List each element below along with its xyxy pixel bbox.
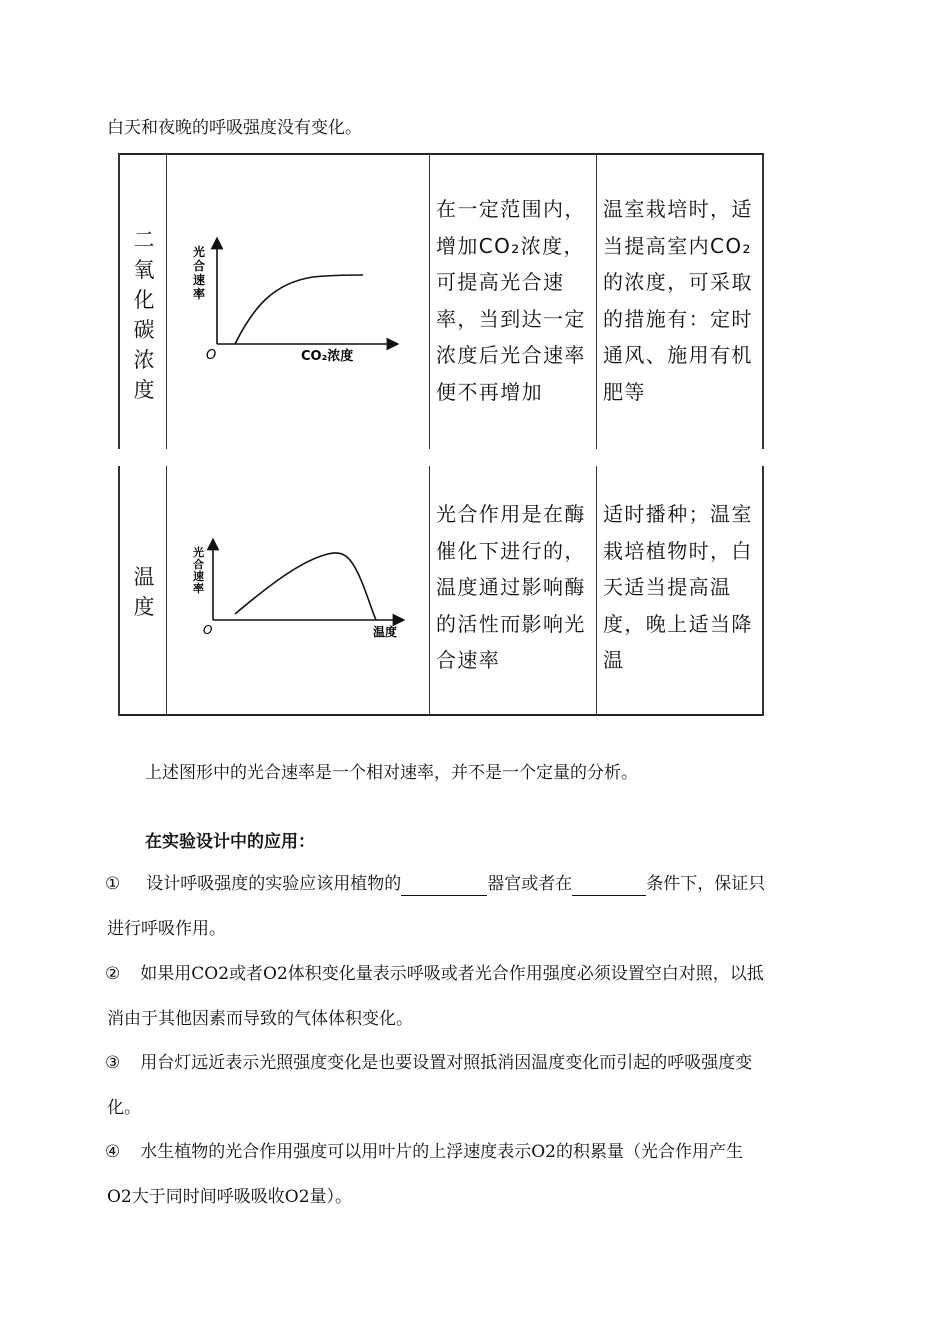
co2-curve [235,275,363,344]
item-1-number: ① [105,874,121,894]
application-co2: 温室栽培时，适当提高室内CO₂的浓度，可采取的措施有：定时通风、施用有机肥等 [603,197,753,404]
list-item-3 [105,1051,752,1075]
principle-temperature: 光合作用是在酶催化下进行的，温度通过影响酶的活性而影响光合速率 [436,502,586,672]
application-temperature: 适时播种；温室栽培植物时，白天适当提高温度，晚上适当降温 [603,502,753,672]
table-row-temperature [118,466,764,716]
item-3-number: ③ [105,1053,121,1073]
temperature-y-axis-label: 光 合 速 率 [193,546,204,595]
temperature-curve [235,553,376,620]
blank-condition[interactable] [572,877,646,896]
item-1-text-c: 条件下，保证只 [646,874,766,894]
temperature-chart [173,532,433,732]
factor-label-co2: 二 氧 化 碳 浓 度 [133,228,155,402]
item-1-text-b: 器官或者在 [487,874,573,894]
list-item-1 [105,872,765,896]
list-item-1-continued: 进行呼吸作用。 [107,919,226,939]
list-item-2 [105,962,764,986]
temperature-origin-label: O [203,623,213,637]
item-2-number: ② [105,964,121,984]
intro-line: 白天和夜晚的呼吸强度没有变化。 [107,118,362,138]
list-item-4 [105,1140,743,1164]
table-row-co2 [118,153,764,449]
note-line: 上述图形中的光合速率是一个相对速率，并不是一个定量的分析。 [145,763,638,783]
blank-organ[interactable] [401,877,487,896]
item-4-number: ④ [105,1142,121,1162]
factor-label-temperature: 温 度 [133,565,155,619]
item-1-text-a: 设计呼吸强度的实验应该用植物的 [146,874,402,894]
co2-concentration-chart [173,213,433,413]
item-4-text-a: 水生植物的光合作用强度可以用叶片的上浮速度表示O2的积累量（光合作用产生 [140,1142,744,1162]
temperature-x-axis-label: 温度 [373,625,398,639]
section-title: 在实验设计中的应用： [145,832,315,852]
co2-y-axis-label: 光 合 速 率 [193,245,206,301]
co2-origin-label: O [206,348,217,363]
list-item-2-continued: 消由于其他因素而导致的气体体积变化。 [107,1009,413,1029]
list-item-4-continued: O2大于同时间呼吸吸收O2量）。 [107,1187,353,1207]
list-item-3-continued: 化。 [107,1098,141,1118]
principle-co2: 在一定范围内，增加CO₂浓度，可提高光合速率，当到达一定浓度后光合速率便不再增加 [436,197,586,404]
item-2-text-a: 如果用CO2或者O2体积变化量表示呼吸或者光合作用强度必须设置空白对照，以抵 [140,964,764,984]
co2-x-axis-label: CO₂浓度 [301,349,354,364]
item-3-text-a: 用台灯远近表示光照强度变化是也要设置对照抵消因温度变化而引起的呼吸强度变 [140,1053,753,1073]
